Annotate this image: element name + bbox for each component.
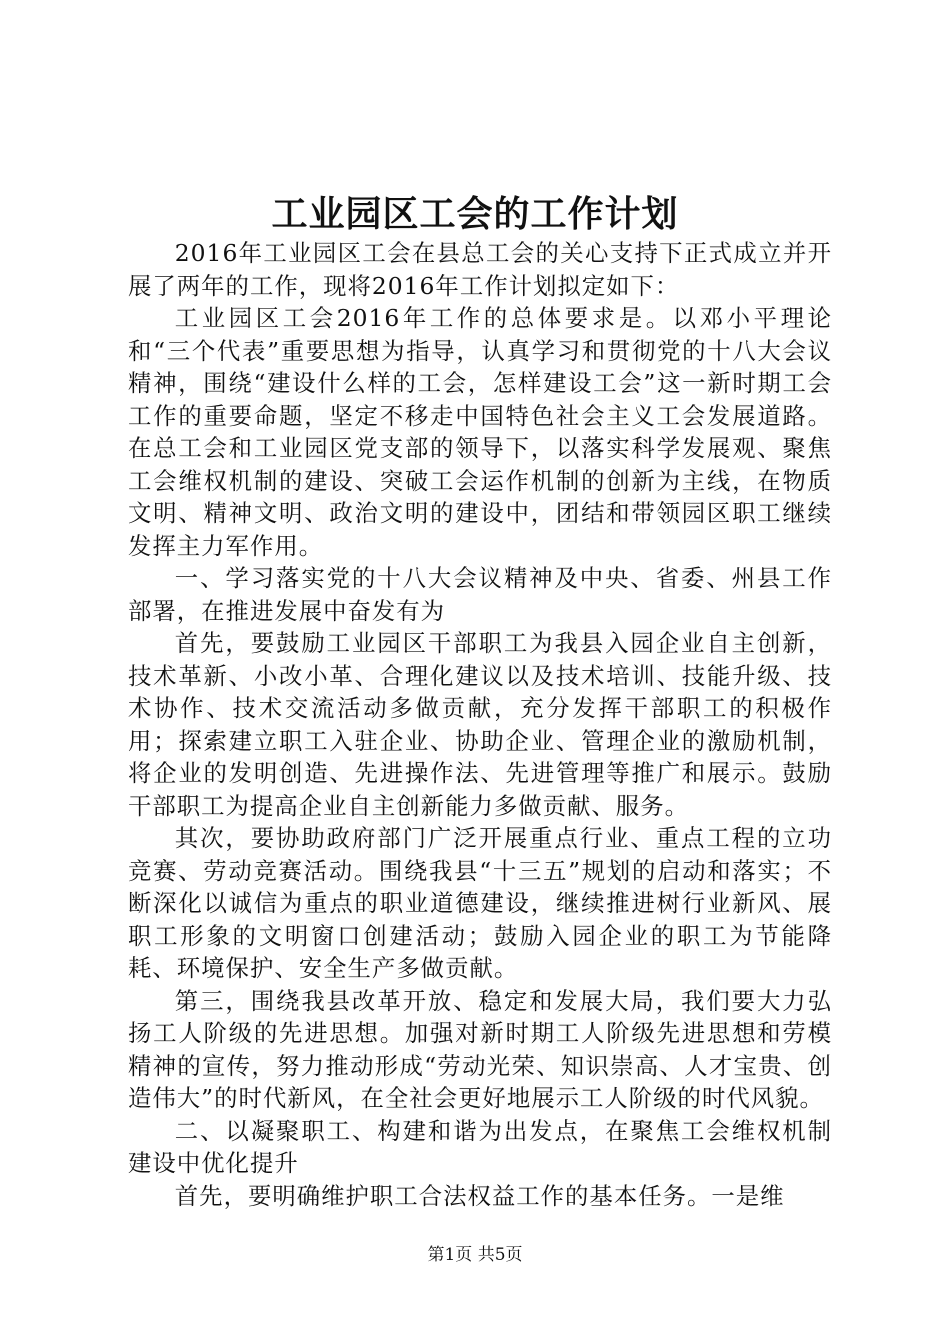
paragraph: 2016年工业园区工会在县总工会的关心支持下正式成立并开展了两年的工作，现将2016年工作计划拟定如下： <box>128 239 832 300</box>
paragraph: 工业园区工会2016年工作的总体要求是。以邓小平理论和“三个代表”重要思想为指导，认真学习和贯彻党的十八大会议精神，围绕“建设什么样的工会，怎样建设工会”这一新时期工会工作的重要命题，坚定不移走中国特色社会主义工会发展道路。在总工会和工业园区党支部的领导下，以落实科学发展观、聚焦工会维权机制的建设、突破工会运作机制的创新为主线，在物质文明、精神文明、政治文明的建设中，团结和带领园区职工继续发挥主力军作用。 <box>128 304 832 560</box>
paragraph: 其次，要协助政府部门广泛开展重点行业、重点工程的立功竞赛、劳动竞赛活动。围绕我县“十三五”规划的启动和落实；不断深化以诚信为重点的职业道德建设，继续推进树行业新风、展职工形象的文明窗口创建活动；鼓励入园企业的职工为节能降耗、环境保护、安全生产多做贡献。 <box>128 824 832 982</box>
document-body <box>128 237 832 1212</box>
paragraph: 第三，围绕我县改革开放、稳定和发展大局，我们要大力弘扬工人阶级的先进思想。加强对新时期工人阶级先进思想和劳模精神的宣传，努力推动形成“劳动光荣、知识崇高、人才宝贵、创造伟大”的时代新风，在全社会更好地展示工人阶级的时代风貌。 <box>128 986 832 1112</box>
section-heading: 二、以凝聚职工、构建和谐为出发点，在聚焦工会维权机制建设中优化提升 <box>128 1116 832 1177</box>
page-number: 第1页 共5页 <box>427 1245 523 1265</box>
document-title: 工业园区工会的工作计划 <box>271 193 679 235</box>
paragraph: 首先，要明确维护职工合法权益工作的基本任务。一是维 <box>174 1181 785 1210</box>
paragraph: 首先，要鼓励工业园区干部职工为我县入园企业自主创新，技术革新、小改小革、合理化建议以及技术培训、技能升级、技术协作、技术交流活动多做贡献，充分发挥干部职工的积极作用；探索建立职工入驻企业、协助企业、管理企业的激励机制，将企业的发明创造、先进操作法、先进管理等推广和展示。鼓励干部职工为提高企业自主创新能力多做贡献、服务。 <box>128 629 832 820</box>
section-heading: 一、学习落实党的十八大会议精神及中央、省委、州县工作部署，在推进发展中奋发有为 <box>128 564 832 625</box>
